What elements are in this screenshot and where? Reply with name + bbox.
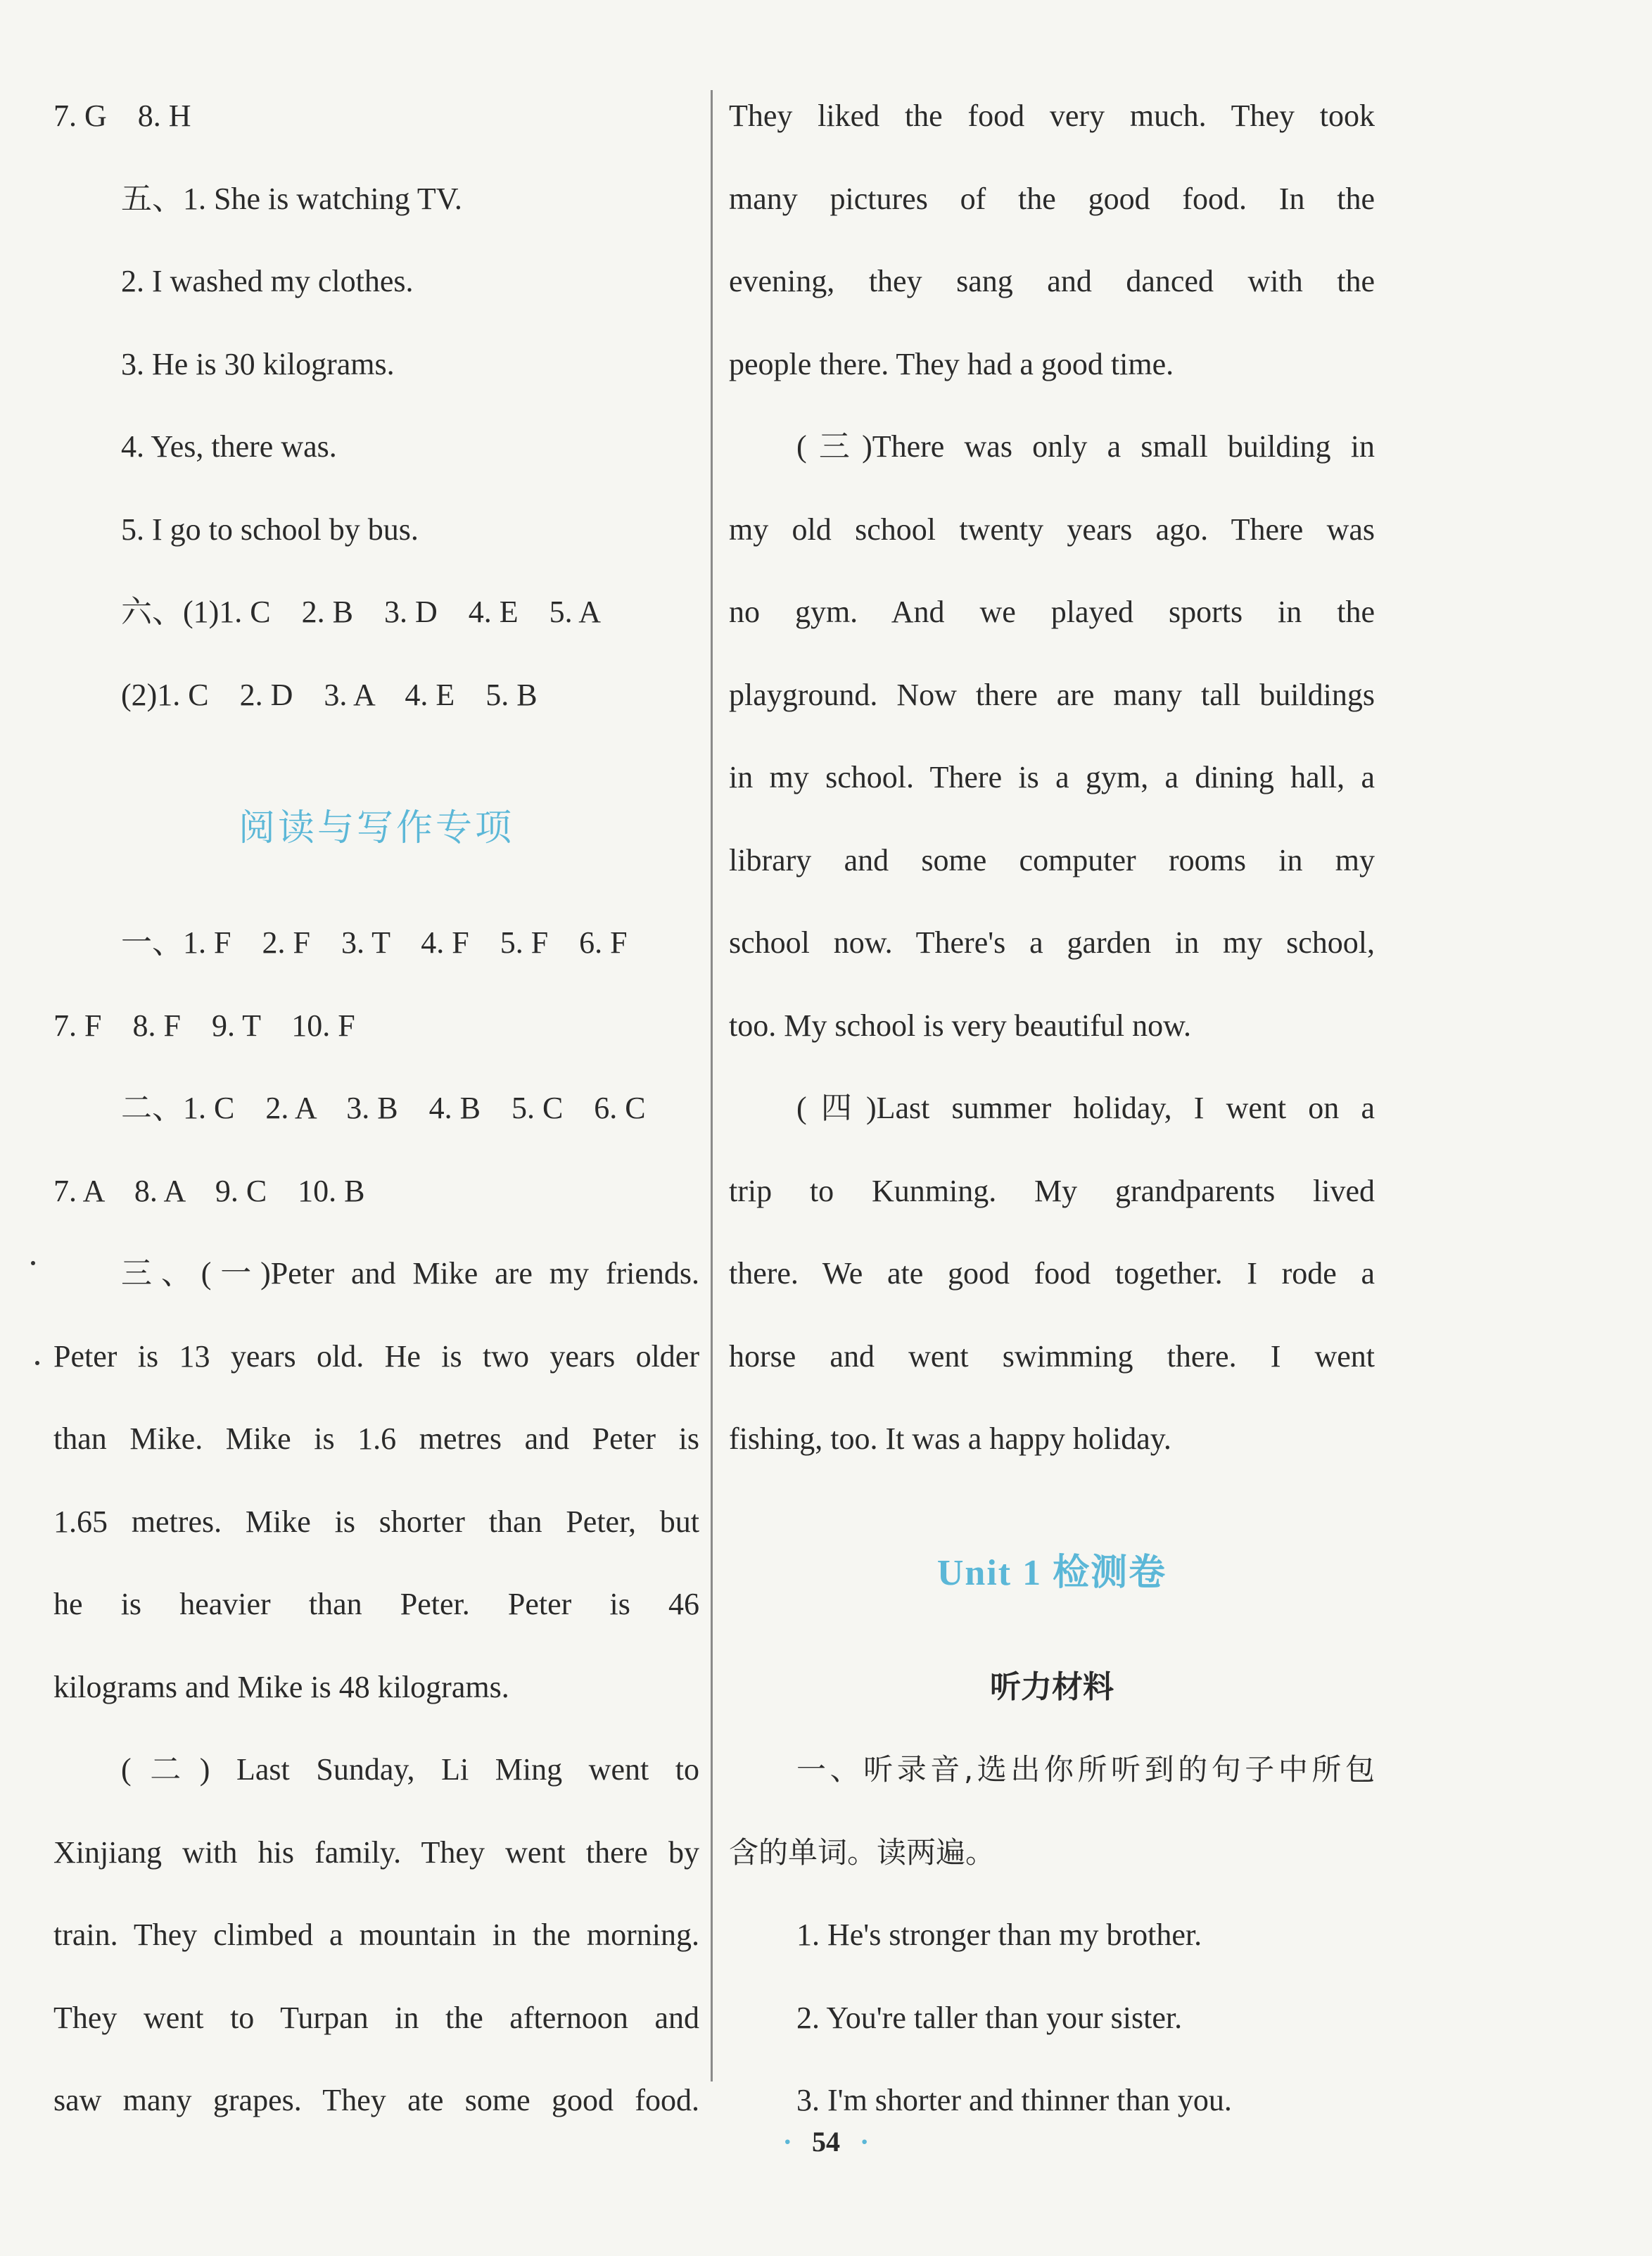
paragraph-line: train. They climbed a mountain in the morning.	[53, 1918, 699, 1952]
paragraph-line: there. We ate good food together. I rode a	[729, 1256, 1375, 1291]
answer-line: 一、1. F 2. F 3. T 4. F 5. F 6. F	[121, 925, 628, 960]
speck-mark	[31, 1261, 35, 1265]
instruction-line: 一、听录音,选出你所听到的句子中所包	[796, 1752, 1375, 1787]
page-number	[0, 2125, 1652, 2158]
paragraph-line: my old school twenty years ago. There was	[729, 512, 1375, 547]
paragraph-line: in my school. There is a gym, a dining hall, a	[729, 760, 1375, 794]
listening-material-heading: 听力材料	[990, 1668, 1114, 1705]
right-column	[729, 84, 1375, 2152]
paragraph-line: horse and went swimming there. I went	[729, 1338, 1375, 1374]
section-heading: 阅读与写作专项	[238, 807, 514, 849]
answer-line: (2)1. C 2. D 3. A 4. E 5. B	[121, 677, 538, 712]
paragraph-line: fishing, too. It was a happy holiday.	[729, 1421, 1171, 1456]
paragraph-line: playground. Now there are many tall buildings	[729, 677, 1375, 712]
paragraph-line: (三)There was only a small building in	[796, 429, 1375, 464]
paragraph-line: than Mike. Mike is 1.6 metres and Peter is	[53, 1421, 699, 1456]
paragraph-line: no gym. And we played sports in the	[729, 595, 1375, 629]
paragraph-line: (二) Last Sunday, Li Ming went to	[121, 1752, 699, 1787]
answer-line: 二、1. C 2. A 3. B 4. B 5. C 6. C	[121, 1091, 646, 1125]
paragraph-line: people there. They had a good time.	[729, 346, 1174, 381]
paragraph-line: many pictures of the good food. In the	[729, 181, 1375, 216]
paragraph-line: 1.65 metres. Mike is shorter than Peter, but	[53, 1504, 699, 1539]
answer-line: 7. A 8. A 9. C 10. B	[53, 1173, 365, 1208]
paragraph-line: kilograms and Mike is 48 kilograms.	[53, 1669, 509, 1704]
paragraph-line: (四)Last summer holiday, I went on a	[796, 1091, 1375, 1125]
paragraph-line: 三、(一)Peter and Mike are my friends.	[121, 1256, 699, 1291]
paragraph-line: They went to Turpan in the afternoon and	[53, 2000, 699, 2035]
instruction-line: 含的单词。读两遍。	[729, 1834, 996, 1870]
answer-line: 五、1. She is watching TV.	[121, 181, 462, 216]
paragraph-line: library and some computer rooms in my	[729, 842, 1375, 877]
dot-icon: ·	[860, 2126, 870, 2157]
answer-line: 2. I washed my clothes.	[121, 264, 414, 298]
paragraph-line: too. My school is very beautiful now.	[729, 1008, 1192, 1043]
unit-heading: Unit 1 检测卷	[936, 1552, 1167, 1593]
left-column	[53, 84, 699, 2152]
sentence-line: 2. You're taller than your sister.	[796, 2000, 1183, 2035]
sentence-line: 3. I'm shorter and thinner than you.	[796, 2083, 1232, 2117]
answer-line: 3. He is 30 kilograms.	[121, 346, 395, 381]
paragraph-line: he is heavier than Peter. Peter is 46	[53, 1587, 699, 1621]
paragraph-line: They liked the food very much. They took	[729, 99, 1375, 133]
paragraph-line: school now. There's a garden in my school,	[729, 925, 1375, 960]
column-divider	[711, 90, 713, 2081]
paragraph-line: Peter is 13 years old. He is two years older	[53, 1338, 699, 1374]
sentence-line: 1. He's stronger than my brother.	[796, 1918, 1202, 1952]
paragraph-line: saw many grapes. They ate some good food.	[53, 2083, 699, 2117]
paragraph-line: trip to Kunming. My grandparents lived	[729, 1173, 1375, 1208]
answer-line: 六、(1)1. C 2. B 3. D 4. E 5. A	[121, 595, 601, 629]
page-number-value: 54	[812, 2126, 840, 2157]
speck-mark	[35, 1361, 39, 1365]
answer-line: 5. I go to school by bus.	[121, 512, 419, 547]
answer-line: 4. Yes, there was.	[121, 429, 337, 464]
dot-icon: ·	[782, 2126, 792, 2157]
answer-line: 7. F 8. F 9. T 10. F	[53, 1008, 355, 1043]
paragraph-line: Xinjiang with his family. They went there by	[53, 1834, 699, 1870]
paragraph-line: evening, they sang and danced with the	[729, 264, 1375, 298]
answer-line: 7. G 8. H	[53, 99, 191, 133]
